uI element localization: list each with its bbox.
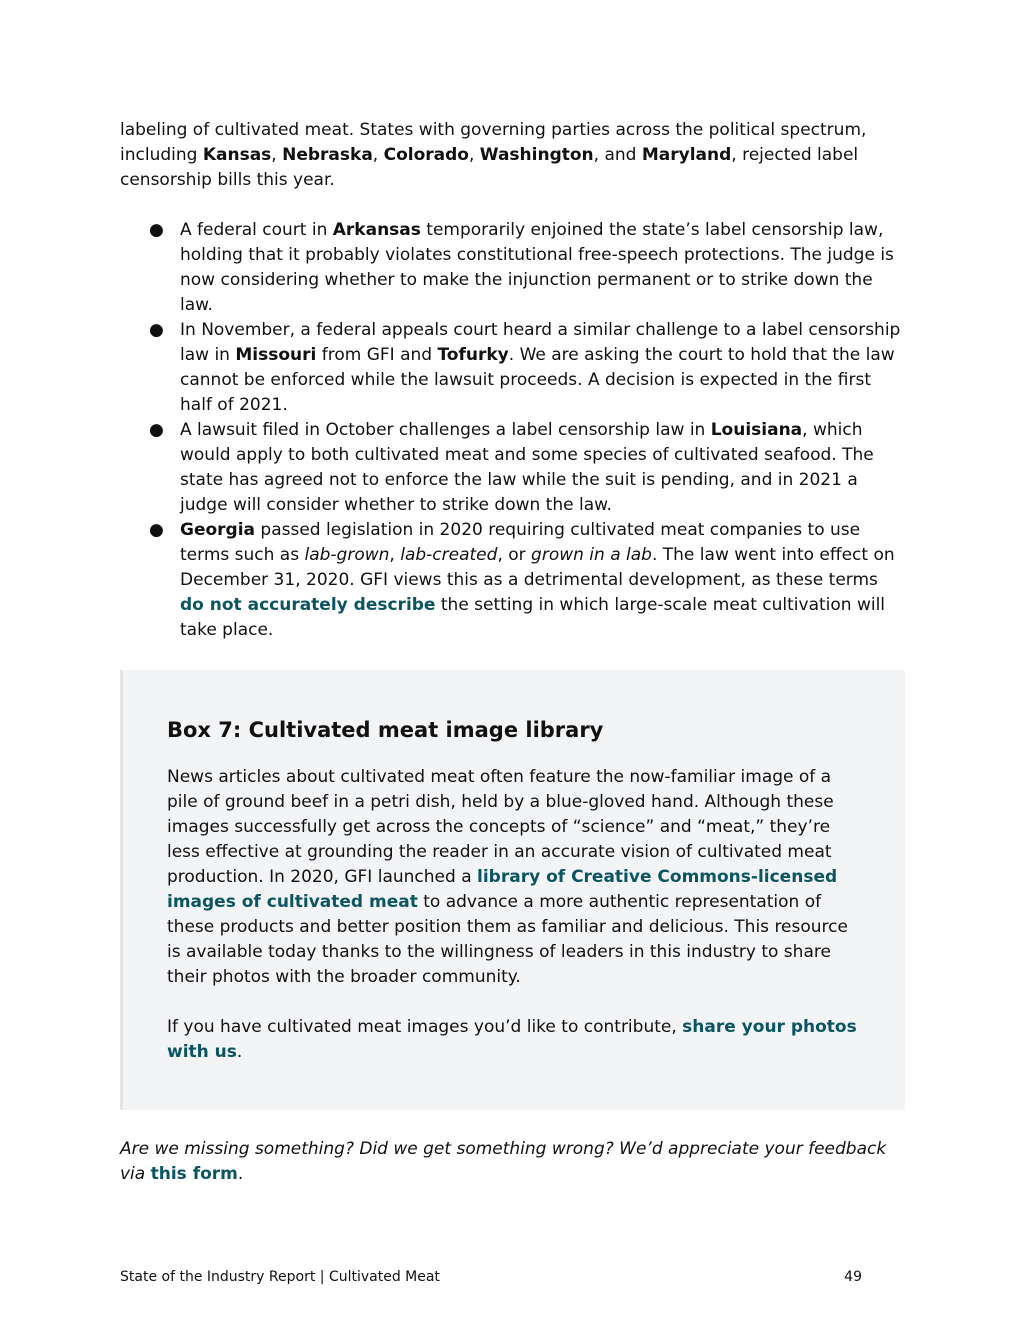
list-item-missouri: ● In November, a federal appeals court heard a similar challenge to a label censorship law in Missouri from GFI and Tofurky. We are asking the court to hold that the law cannot be enforced while the lawsuit proceeds. A decision is expected in the first half of 2021. [149, 320, 901, 415]
list-item-arkansas: ● A federal court in Arkansas temporarily enjoined the state’s label censorship law, holding that it probably violates constitutional free-speech protections. The judge is now considering whether to make the injunction permanent or to strike down the law. [149, 220, 894, 315]
page-footer [120, 1266, 862, 1288]
box-title: Box 7: Cultivated meat image library [167, 718, 604, 742]
state-maryland: Maryland [641, 145, 732, 165]
image-library-link[interactable]: library of Creative Commons-licensed images of cultivated meat [167, 867, 838, 912]
footer-title: State of the Industry Report | Cultivated Meat [120, 1269, 440, 1285]
page-content [120, 118, 902, 1187]
state-washington: Washington [479, 145, 594, 165]
feedback-form-link[interactable]: this form [150, 1164, 238, 1184]
page-number: 49 [844, 1269, 862, 1285]
box-paragraph-1: News articles about cultivated meat often feature the now-familiar image of a pile of ground beef in a petri dish, held by a blue-gloved hand. Although these images successfully get across the concepts of “science” and “meat,” they’re less effective at grounding the reader in an accurate vision of cultivated meat production. In 2020, GFI launched a library of Creative Commons-licensed images of cultivated meat to advance a more authentic representation of these products and better position them as familiar and delicious. This resource is available today thanks to the willingness of leaders in this industry to share their photos with the broader community. [167, 767, 848, 987]
feedback-note: Are we missing something? Did we get something wrong? We’d appreciate your feedback via this form. [120, 1139, 887, 1184]
state-colorado: Colorado [383, 145, 469, 165]
image-library-callout-box [120, 670, 905, 1110]
box-paragraph-2: If you have cultivated meat images you’d like to contribute, share your photos with us. [167, 1017, 857, 1062]
state-kansas: Kansas [202, 145, 272, 165]
bullet-marker: ● [149, 520, 164, 540]
bullet-marker: ● [149, 220, 164, 240]
state-nebraska: Nebraska [282, 145, 373, 165]
intro-paragraph: labeling of cultivated meat. States with governing parties across the political spectrum, including Kansas, Nebraska, Colorado, Washington, and Maryland, rejected label censorship bills this year. [120, 120, 867, 190]
list-item-louisiana: ● A lawsuit filed in October challenges a label censorship law in Louisiana, which would apply to both cultivated meat and some species of cultivated seafood. The state has agreed not to enforce the law while the suit is pending, and in 2021 a judge will consider whether to strike down the law. [149, 420, 874, 515]
bullet-marker: ● [149, 320, 164, 340]
list-item-georgia: ● Georgia passed legislation in 2020 requiring cultivated meat companies to use terms such as lab-grown, lab-created, or grown in a lab. The law went into effect on December 31, 2020. GFI views this as a detrimental development, as these terms do not accurately describe the setting in which large-scale meat cultivation will take place. [149, 520, 895, 640]
bullet-marker: ● [149, 420, 164, 440]
do-not-accurately-describe-link[interactable]: do not accurately describe [180, 595, 436, 615]
litigation-list [120, 218, 902, 643]
share-photos-link[interactable]: share your photos with us [167, 1017, 857, 1062]
